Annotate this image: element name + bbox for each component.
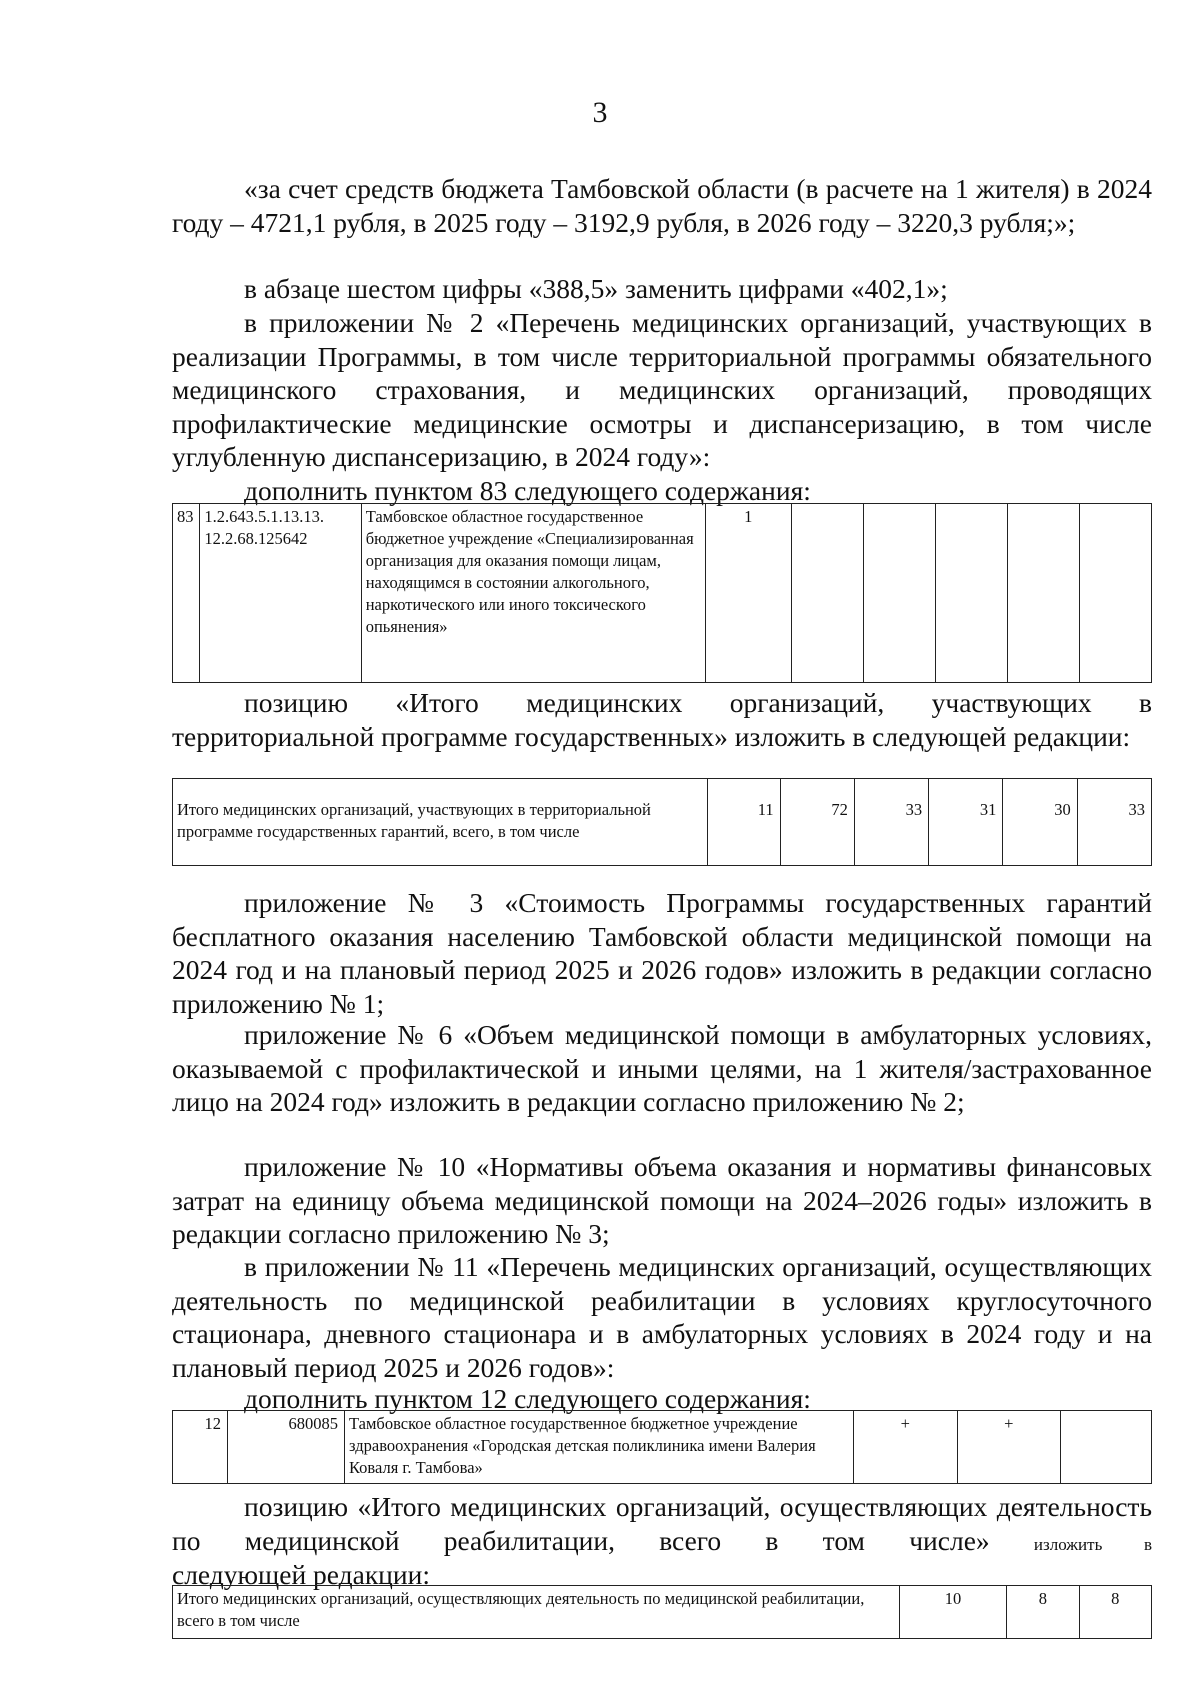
table-itogo-rehab — [172, 1585, 1152, 1639]
paragraph-budget: «за счет средств бюджета Тамбовской области (в расчете на 1 жителя) в 2024 году – 4721,1 рубля, в 2025 году – 3192,9 рубля, в 2026 году – 3220,3 рубля;»; — [172, 173, 1152, 238]
t4-label: Итого медицинских организаций, осуществляющих деятельность по медицинской реабилитации, всего в том числе — [173, 1586, 900, 1639]
t2-label: Итого медицинских организаций, участвующих в территориальной программе государственных гарантий, всего, в том числе — [173, 779, 708, 866]
paragraph-abzac: в абзаце шестом цифры «388,5» заменить цифрами «402,1»; — [244, 273, 948, 304]
t2-value-6: 33 — [1077, 779, 1151, 866]
paragraph-appendix-11: в приложении № 11 «Перечень медицинских организаций, осуществляющих деятельность по медицинской реабилитации в условиях круглосуточного стационара, дневного стационара и в амбулаторных условиях в 2024 году и на плановый период 2025 и 2026 годов»: — [172, 1251, 1152, 1383]
t3-mark-2: + — [957, 1411, 1061, 1484]
paragraph-position-rehab-end: следующей редакции: — [172, 1559, 430, 1590]
t1-empty-4 — [1007, 504, 1079, 683]
paragraph-add-12: дополнить пунктом 12 следующего содержания: — [244, 1383, 811, 1414]
paragraph-position-itogo: позицию «Итого медицинских организаций, участвующих в территориальной программе государственных» изложить в следующей редакции: — [172, 687, 1152, 752]
t3-num: 12 — [173, 1411, 228, 1484]
t3-code: 680085 — [228, 1411, 345, 1484]
t4-value-3: 8 — [1079, 1586, 1151, 1639]
paragraph-position-rehab-main: позицию «Итого медицинских организаций, осуществляющих деятельность по медицинской реабилитации, всего в том числе» — [172, 1491, 1152, 1556]
t1-name: Тамбовское областное государственное бюджетное учреждение «Специализированная организация для оказания помощи лицам, находящимся в состоянии алкогольного, наркотического или иного токсического опьянения» — [361, 504, 705, 683]
t1-empty-3 — [935, 504, 1007, 683]
t1-empty-2 — [863, 504, 935, 683]
t1-empty-5 — [1079, 504, 1151, 683]
paragraph-add-83: дополнить пунктом 83 следующего содержания: — [244, 475, 811, 506]
paragraph-appendix-10: приложение № 10 «Нормативы объема оказания и нормативы финансовых затрат на единицу объема медицинской помощи на 2024–2026 годы» изложить в редакции согласно приложению № 3; — [172, 1151, 1152, 1249]
t3-name: Тамбовское областное государственное бюджетное учреждение здравоохранения «Городская детская поликлиника имени Валерия Коваля г. Тамбова» — [345, 1411, 854, 1484]
t4-value-1: 10 — [900, 1586, 1007, 1639]
table-item-83 — [172, 503, 1152, 683]
t2-value-2: 72 — [780, 779, 854, 866]
t2-value-3: 33 — [854, 779, 928, 866]
paragraph-position-rehab-small: изложить в — [1033, 1534, 1152, 1554]
t2-value-4: 31 — [929, 779, 1003, 866]
t2-value-1: 11 — [708, 779, 781, 866]
t2-value-5: 30 — [1003, 779, 1077, 866]
t3-mark-1: + — [854, 1411, 958, 1484]
table-itogo-territorial — [172, 778, 1152, 866]
paragraph-appendix-3: приложение № 3 «Стоимость Программы государственных гарантий бесплатного оказания населению Тамбовской области медицинской помощи на 2024 год и на плановый период 2025 и 2026 годов» изложить в редакции согласно приложению № 1; — [172, 887, 1152, 1019]
paragraph-appendix-6: приложение № 6 «Объем медицинской помощи в амбулаторных условиях, оказываемой с профилактической и иными целями, на 1 жителя/застрахованное лицо на 2024 год» изложить в редакции согласно приложению № 2; — [172, 1019, 1152, 1117]
t1-num: 83 — [173, 504, 200, 683]
t1-mark: 1 — [705, 504, 791, 683]
t4-value-2: 8 — [1007, 1586, 1079, 1639]
t1-code: 1.2.643.5.1.13.13. 12.2.68.125642 — [200, 504, 361, 683]
paragraph-appendix-2: в приложении № 2 «Перечень медицинских организаций, участвующих в реализации Программы, в том числе территориальной программы обязательного медицинского страхования, и медицинских организаций, проводящих профилактические медицинские осмотры и диспансеризацию, в том числе углубленную диспансеризацию, в 2024 году»: — [172, 307, 1152, 472]
page-number: 3 — [592, 96, 608, 129]
t3-empty — [1061, 1411, 1152, 1484]
paragraph-position-rehab — [172, 1490, 1152, 1561]
table-item-12 — [172, 1410, 1152, 1484]
t1-empty-1 — [791, 504, 863, 683]
